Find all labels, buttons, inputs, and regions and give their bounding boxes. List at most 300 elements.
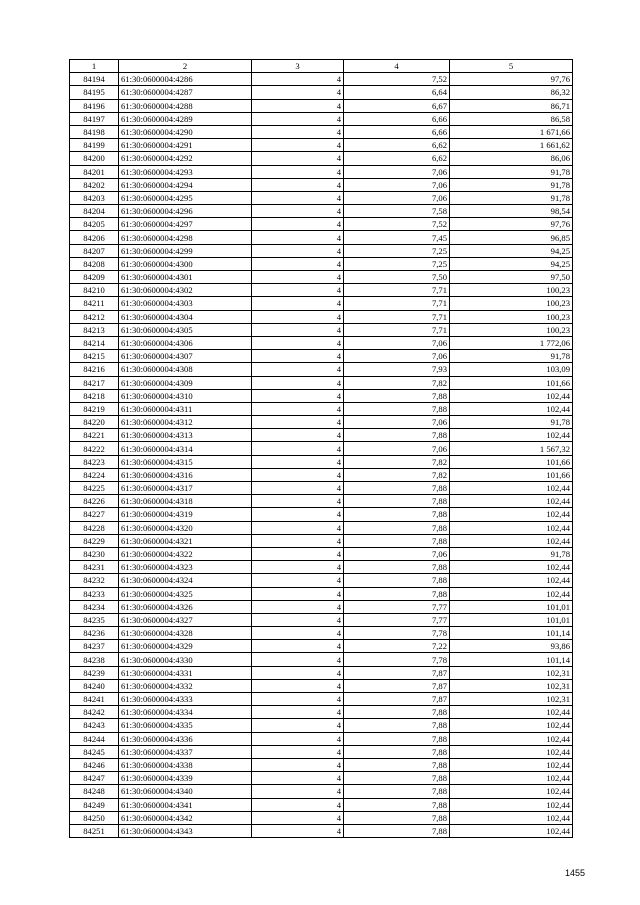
cell-col5: 91,78 xyxy=(450,416,573,429)
cell-row-number: 84233 xyxy=(70,587,119,600)
cell-col3: 4 xyxy=(252,547,344,560)
cell-col4: 7,77 xyxy=(344,613,450,626)
cell-col4: 7,88 xyxy=(344,508,450,521)
cell-cadastral-number: 61:30:0600004:4325 xyxy=(119,587,252,600)
cell-col5: 102,44 xyxy=(450,824,573,837)
cell-col5: 102,31 xyxy=(450,666,573,679)
table-row xyxy=(70,336,573,349)
table-row xyxy=(70,521,573,534)
cell-col5: 101,14 xyxy=(450,653,573,666)
cell-cadastral-number: 61:30:0600004:4337 xyxy=(119,745,252,758)
cell-row-number: 84227 xyxy=(70,508,119,521)
cell-col4: 7,88 xyxy=(344,495,450,508)
table-row xyxy=(70,785,573,798)
cell-col5: 100,23 xyxy=(450,297,573,310)
cell-cadastral-number: 61:30:0600004:4304 xyxy=(119,310,252,323)
table-row xyxy=(70,798,573,811)
cell-col4: 7,87 xyxy=(344,666,450,679)
cell-col3: 4 xyxy=(252,772,344,785)
table-row xyxy=(70,323,573,336)
cell-row-number: 84218 xyxy=(70,389,119,402)
data-table xyxy=(69,59,573,838)
table-row xyxy=(70,310,573,323)
cell-cadastral-number: 61:30:0600004:4289 xyxy=(119,112,252,125)
cell-col4: 7,22 xyxy=(344,640,450,653)
cell-col5: 1 661,62 xyxy=(450,139,573,152)
cell-cadastral-number: 61:30:0600004:4306 xyxy=(119,336,252,349)
cell-cadastral-number: 61:30:0600004:4305 xyxy=(119,323,252,336)
column-header: 3 xyxy=(252,60,344,73)
cell-cadastral-number: 61:30:0600004:4320 xyxy=(119,521,252,534)
table-row xyxy=(70,653,573,666)
table-row xyxy=(70,666,573,679)
cell-col3: 4 xyxy=(252,534,344,547)
table-row xyxy=(70,468,573,481)
cell-cadastral-number: 61:30:0600004:4340 xyxy=(119,785,252,798)
cell-col4: 7,88 xyxy=(344,534,450,547)
table-row xyxy=(70,218,573,231)
cell-row-number: 84206 xyxy=(70,231,119,244)
cell-col5: 1 772,06 xyxy=(450,336,573,349)
cell-row-number: 84207 xyxy=(70,244,119,257)
table-row xyxy=(70,244,573,257)
cell-col3: 4 xyxy=(252,574,344,587)
cell-col3: 4 xyxy=(252,495,344,508)
cell-cadastral-number: 61:30:0600004:4291 xyxy=(119,139,252,152)
cell-col5: 101,66 xyxy=(450,376,573,389)
table-row xyxy=(70,416,573,429)
column-header: 4 xyxy=(344,60,450,73)
cell-cadastral-number: 61:30:0600004:4338 xyxy=(119,758,252,771)
table-row xyxy=(70,363,573,376)
cell-col4: 6,64 xyxy=(344,86,450,99)
cell-row-number: 84215 xyxy=(70,350,119,363)
cell-col4: 7,88 xyxy=(344,402,450,415)
cell-row-number: 84197 xyxy=(70,112,119,125)
cell-col3: 4 xyxy=(252,482,344,495)
cell-col3: 4 xyxy=(252,600,344,613)
cell-row-number: 84198 xyxy=(70,125,119,138)
cell-col3: 4 xyxy=(252,429,344,442)
cell-col3: 4 xyxy=(252,244,344,257)
cell-row-number: 84208 xyxy=(70,257,119,270)
cell-row-number: 84238 xyxy=(70,653,119,666)
cell-col3: 4 xyxy=(252,231,344,244)
cell-row-number: 84248 xyxy=(70,785,119,798)
cell-col3: 4 xyxy=(252,139,344,152)
cell-col3: 4 xyxy=(252,152,344,165)
cell-col4: 6,66 xyxy=(344,125,450,138)
cell-col5: 97,76 xyxy=(450,73,573,86)
cell-row-number: 84216 xyxy=(70,363,119,376)
cell-col3: 4 xyxy=(252,376,344,389)
cell-col5: 91,78 xyxy=(450,178,573,191)
cell-cadastral-number: 61:30:0600004:4334 xyxy=(119,706,252,719)
cell-col5: 93,86 xyxy=(450,640,573,653)
cell-col3: 4 xyxy=(252,257,344,270)
cell-cadastral-number: 61:30:0600004:4287 xyxy=(119,86,252,99)
cell-row-number: 84205 xyxy=(70,218,119,231)
cell-cadastral-number: 61:30:0600004:4331 xyxy=(119,666,252,679)
cell-cadastral-number: 61:30:0600004:4327 xyxy=(119,613,252,626)
cell-col3: 4 xyxy=(252,271,344,284)
cell-col3: 4 xyxy=(252,653,344,666)
cell-row-number: 84217 xyxy=(70,376,119,389)
cell-col4: 7,78 xyxy=(344,653,450,666)
cell-col3: 4 xyxy=(252,468,344,481)
table-row xyxy=(70,442,573,455)
table-row xyxy=(70,547,573,560)
cell-col5: 86,58 xyxy=(450,112,573,125)
cell-col4: 7,82 xyxy=(344,468,450,481)
table-row xyxy=(70,284,573,297)
table-row xyxy=(70,772,573,785)
table-row xyxy=(70,125,573,138)
cell-col4: 7,88 xyxy=(344,758,450,771)
cell-cadastral-number: 61:30:0600004:4310 xyxy=(119,389,252,402)
cell-col3: 4 xyxy=(252,86,344,99)
cell-col4: 7,58 xyxy=(344,205,450,218)
cell-row-number: 84204 xyxy=(70,205,119,218)
cell-col3: 4 xyxy=(252,191,344,204)
cell-col3: 4 xyxy=(252,758,344,771)
cell-row-number: 84236 xyxy=(70,627,119,640)
cell-row-number: 84244 xyxy=(70,732,119,745)
cell-col4: 7,71 xyxy=(344,310,450,323)
cell-col5: 102,44 xyxy=(450,785,573,798)
table-row xyxy=(70,732,573,745)
cell-col3: 4 xyxy=(252,218,344,231)
cell-col4: 7,88 xyxy=(344,574,450,587)
table-row xyxy=(70,824,573,837)
cell-cadastral-number: 61:30:0600004:4322 xyxy=(119,547,252,560)
table-row xyxy=(70,257,573,270)
cell-col5: 102,44 xyxy=(450,495,573,508)
cell-cadastral-number: 61:30:0600004:4318 xyxy=(119,495,252,508)
cell-col3: 4 xyxy=(252,693,344,706)
cell-col4: 7,25 xyxy=(344,244,450,257)
cell-col5: 102,44 xyxy=(450,508,573,521)
table-row xyxy=(70,191,573,204)
table-row xyxy=(70,429,573,442)
cell-col3: 4 xyxy=(252,205,344,218)
cell-row-number: 84247 xyxy=(70,772,119,785)
cell-cadastral-number: 61:30:0600004:4288 xyxy=(119,99,252,112)
cell-col5: 103,09 xyxy=(450,363,573,376)
cell-cadastral-number: 61:30:0600004:4317 xyxy=(119,482,252,495)
table-row xyxy=(70,482,573,495)
cell-cadastral-number: 61:30:0600004:4298 xyxy=(119,231,252,244)
cell-cadastral-number: 61:30:0600004:4295 xyxy=(119,191,252,204)
cell-col3: 4 xyxy=(252,363,344,376)
column-header: 5 xyxy=(450,60,573,73)
table-row xyxy=(70,534,573,547)
cell-cadastral-number: 61:30:0600004:4293 xyxy=(119,165,252,178)
cell-col5: 101,01 xyxy=(450,600,573,613)
cell-col4: 7,06 xyxy=(344,547,450,560)
cell-row-number: 84232 xyxy=(70,574,119,587)
cell-col3: 4 xyxy=(252,627,344,640)
table-body xyxy=(70,60,573,838)
cell-row-number: 84234 xyxy=(70,600,119,613)
cell-col3: 4 xyxy=(252,587,344,600)
table-row xyxy=(70,73,573,86)
cell-cadastral-number: 61:30:0600004:4335 xyxy=(119,719,252,732)
cell-col5: 102,44 xyxy=(450,719,573,732)
cell-col4: 7,25 xyxy=(344,257,450,270)
cell-col3: 4 xyxy=(252,785,344,798)
cell-row-number: 84242 xyxy=(70,706,119,719)
table-row xyxy=(70,152,573,165)
cell-col3: 4 xyxy=(252,719,344,732)
cell-row-number: 84201 xyxy=(70,165,119,178)
cell-col5: 102,44 xyxy=(450,561,573,574)
cell-row-number: 84229 xyxy=(70,534,119,547)
table-row xyxy=(70,758,573,771)
table-row xyxy=(70,455,573,468)
cell-col4: 7,06 xyxy=(344,350,450,363)
table-row xyxy=(70,495,573,508)
cell-col4: 7,88 xyxy=(344,785,450,798)
cell-col5: 102,44 xyxy=(450,402,573,415)
cell-col5: 86,71 xyxy=(450,99,573,112)
cell-row-number: 84223 xyxy=(70,455,119,468)
cell-col5: 101,14 xyxy=(450,627,573,640)
cell-cadastral-number: 61:30:0600004:4315 xyxy=(119,455,252,468)
cell-col4: 7,88 xyxy=(344,482,450,495)
cell-col5: 86,32 xyxy=(450,86,573,99)
cell-col5: 102,44 xyxy=(450,521,573,534)
cell-row-number: 84219 xyxy=(70,402,119,415)
cell-col3: 4 xyxy=(252,125,344,138)
table-row xyxy=(70,402,573,415)
cell-cadastral-number: 61:30:0600004:4328 xyxy=(119,627,252,640)
cell-row-number: 84228 xyxy=(70,521,119,534)
cell-col5: 102,44 xyxy=(450,811,573,824)
table-row xyxy=(70,574,573,587)
cell-col4: 7,88 xyxy=(344,587,450,600)
cell-row-number: 84209 xyxy=(70,271,119,284)
table-row xyxy=(70,376,573,389)
cell-col5: 102,44 xyxy=(450,798,573,811)
cell-col3: 4 xyxy=(252,811,344,824)
cell-cadastral-number: 61:30:0600004:4312 xyxy=(119,416,252,429)
cell-row-number: 84230 xyxy=(70,547,119,560)
table-row xyxy=(70,86,573,99)
cell-col5: 86,06 xyxy=(450,152,573,165)
cell-col3: 4 xyxy=(252,679,344,692)
table-row xyxy=(70,508,573,521)
cell-col3: 4 xyxy=(252,732,344,745)
cell-row-number: 84212 xyxy=(70,310,119,323)
cell-col3: 4 xyxy=(252,640,344,653)
cell-col5: 97,76 xyxy=(450,218,573,231)
cell-col5: 1 671,66 xyxy=(450,125,573,138)
cell-row-number: 84226 xyxy=(70,495,119,508)
cell-cadastral-number: 61:30:0600004:4292 xyxy=(119,152,252,165)
table-row xyxy=(70,587,573,600)
cell-col4: 7,88 xyxy=(344,772,450,785)
cell-col5: 102,44 xyxy=(450,772,573,785)
cell-row-number: 84224 xyxy=(70,468,119,481)
cell-col3: 4 xyxy=(252,310,344,323)
cell-row-number: 84221 xyxy=(70,429,119,442)
column-header: 1 xyxy=(70,60,119,73)
cell-row-number: 84194 xyxy=(70,73,119,86)
cell-col3: 4 xyxy=(252,824,344,837)
cell-col4: 7,88 xyxy=(344,389,450,402)
cell-col5: 101,66 xyxy=(450,455,573,468)
cell-col3: 4 xyxy=(252,165,344,178)
cell-cadastral-number: 61:30:0600004:4314 xyxy=(119,442,252,455)
table-row xyxy=(70,297,573,310)
table-row xyxy=(70,205,573,218)
cell-cadastral-number: 61:30:0600004:4286 xyxy=(119,73,252,86)
table-row xyxy=(70,271,573,284)
cell-cadastral-number: 61:30:0600004:4309 xyxy=(119,376,252,389)
cell-col4: 7,52 xyxy=(344,73,450,86)
cell-col4: 7,78 xyxy=(344,627,450,640)
cell-cadastral-number: 61:30:0600004:4299 xyxy=(119,244,252,257)
cell-col5: 91,78 xyxy=(450,165,573,178)
cell-col4: 7,71 xyxy=(344,297,450,310)
cell-cadastral-number: 61:30:0600004:4301 xyxy=(119,271,252,284)
table-row xyxy=(70,99,573,112)
table-row xyxy=(70,706,573,719)
cell-cadastral-number: 61:30:0600004:4296 xyxy=(119,205,252,218)
cell-cadastral-number: 61:30:0600004:4316 xyxy=(119,468,252,481)
cell-col3: 4 xyxy=(252,706,344,719)
cell-col4: 6,66 xyxy=(344,112,450,125)
cell-col4: 7,77 xyxy=(344,600,450,613)
cell-cadastral-number: 61:30:0600004:4341 xyxy=(119,798,252,811)
cell-row-number: 84249 xyxy=(70,798,119,811)
column-header: 2 xyxy=(119,60,252,73)
cell-row-number: 84241 xyxy=(70,693,119,706)
cell-cadastral-number: 61:30:0600004:4302 xyxy=(119,284,252,297)
table-row xyxy=(70,350,573,363)
cell-col3: 4 xyxy=(252,666,344,679)
cell-col5: 102,44 xyxy=(450,389,573,402)
cell-cadastral-number: 61:30:0600004:4339 xyxy=(119,772,252,785)
cell-row-number: 84220 xyxy=(70,416,119,429)
cell-col3: 4 xyxy=(252,297,344,310)
cell-row-number: 84237 xyxy=(70,640,119,653)
cell-col4: 7,88 xyxy=(344,732,450,745)
cell-col3: 4 xyxy=(252,99,344,112)
cell-col4: 7,71 xyxy=(344,323,450,336)
cell-col5: 91,78 xyxy=(450,350,573,363)
cell-col5: 98,54 xyxy=(450,205,573,218)
cell-col3: 4 xyxy=(252,561,344,574)
cell-cadastral-number: 61:30:0600004:4323 xyxy=(119,561,252,574)
cell-col4: 7,06 xyxy=(344,416,450,429)
cell-col5: 102,44 xyxy=(450,758,573,771)
cell-row-number: 84214 xyxy=(70,336,119,349)
cell-col5: 101,01 xyxy=(450,613,573,626)
cell-col4: 6,67 xyxy=(344,99,450,112)
cell-row-number: 84251 xyxy=(70,824,119,837)
cell-col3: 4 xyxy=(252,521,344,534)
cell-col3: 4 xyxy=(252,508,344,521)
cell-col4: 7,52 xyxy=(344,218,450,231)
cell-col5: 100,23 xyxy=(450,310,573,323)
cell-col5: 102,44 xyxy=(450,482,573,495)
cell-col3: 4 xyxy=(252,112,344,125)
cell-col4: 7,93 xyxy=(344,363,450,376)
cell-col5: 101,66 xyxy=(450,468,573,481)
cell-col4: 7,88 xyxy=(344,798,450,811)
cell-row-number: 84246 xyxy=(70,758,119,771)
cell-col5: 94,25 xyxy=(450,257,573,270)
cell-col3: 4 xyxy=(252,613,344,626)
cell-row-number: 84250 xyxy=(70,811,119,824)
cell-col3: 4 xyxy=(252,389,344,402)
cell-cadastral-number: 61:30:0600004:4319 xyxy=(119,508,252,521)
cell-col5: 1 567,32 xyxy=(450,442,573,455)
cell-row-number: 84243 xyxy=(70,719,119,732)
cell-col5: 102,44 xyxy=(450,745,573,758)
cell-col4: 7,88 xyxy=(344,561,450,574)
cell-col4: 7,82 xyxy=(344,376,450,389)
cell-col4: 7,82 xyxy=(344,455,450,468)
cell-col3: 4 xyxy=(252,284,344,297)
cell-cadastral-number: 61:30:0600004:4294 xyxy=(119,178,252,191)
cell-row-number: 84200 xyxy=(70,152,119,165)
cell-col4: 7,88 xyxy=(344,824,450,837)
page-number: 1455 xyxy=(564,868,585,878)
cell-cadastral-number: 61:30:0600004:4342 xyxy=(119,811,252,824)
cell-row-number: 84203 xyxy=(70,191,119,204)
table-row xyxy=(70,165,573,178)
cell-row-number: 84240 xyxy=(70,679,119,692)
cell-col3: 4 xyxy=(252,416,344,429)
table-row xyxy=(70,178,573,191)
table-row xyxy=(70,693,573,706)
cell-cadastral-number: 61:30:0600004:4297 xyxy=(119,218,252,231)
table-row xyxy=(70,231,573,244)
table-row xyxy=(70,389,573,402)
cell-col5: 100,23 xyxy=(450,284,573,297)
table-row xyxy=(70,640,573,653)
table-row xyxy=(70,679,573,692)
cell-cadastral-number: 61:30:0600004:4311 xyxy=(119,402,252,415)
cell-col3: 4 xyxy=(252,178,344,191)
cell-col4: 7,88 xyxy=(344,745,450,758)
cell-cadastral-number: 61:30:0600004:4330 xyxy=(119,653,252,666)
cell-col4: 7,50 xyxy=(344,271,450,284)
cell-col4: 7,06 xyxy=(344,336,450,349)
cell-col5: 94,25 xyxy=(450,244,573,257)
cell-col5: 102,44 xyxy=(450,574,573,587)
cell-col3: 4 xyxy=(252,442,344,455)
cell-cadastral-number: 61:30:0600004:4326 xyxy=(119,600,252,613)
cell-col4: 7,45 xyxy=(344,231,450,244)
cell-col4: 7,87 xyxy=(344,679,450,692)
table-row xyxy=(70,811,573,824)
cell-col3: 4 xyxy=(252,745,344,758)
cell-cadastral-number: 61:30:0600004:4336 xyxy=(119,732,252,745)
cell-col5: 102,44 xyxy=(450,587,573,600)
cell-col3: 4 xyxy=(252,402,344,415)
cell-cadastral-number: 61:30:0600004:4300 xyxy=(119,257,252,270)
cell-cadastral-number: 61:30:0600004:4333 xyxy=(119,693,252,706)
cell-row-number: 84199 xyxy=(70,139,119,152)
cell-row-number: 84211 xyxy=(70,297,119,310)
cell-col5: 102,44 xyxy=(450,706,573,719)
cell-col5: 102,44 xyxy=(450,429,573,442)
cell-row-number: 84231 xyxy=(70,561,119,574)
